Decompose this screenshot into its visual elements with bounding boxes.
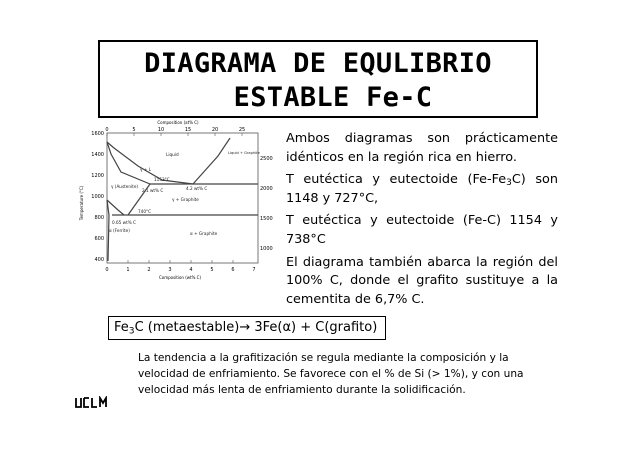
ferrite-label: α (Ferrite): [109, 228, 130, 233]
gamma-comp-label: 2.1 wt% C: [142, 188, 164, 193]
liquidus-graphite: [193, 138, 230, 184]
top-tick: 20: [211, 127, 219, 133]
left-tick: 1200: [91, 173, 104, 179]
left-tick: 1400: [91, 152, 104, 158]
right-tick: 2000: [260, 186, 273, 192]
paragraph-2: T eutéctica y eutectoide $(Fe-Fe_3C)$ son 1148 y 727°C,: [286, 172, 558, 206]
title-box: [98, 40, 538, 118]
phase-diagram: [78, 118, 278, 280]
paragraph-3: T eutéctica y eutectoide (Fe-C) 1154 y 738°C: [286, 213, 558, 247]
left-tick: 600: [94, 236, 104, 242]
top-axis-label: Composition (at% C): [157, 120, 199, 125]
alpha-graphite-label: α + Graphite: [190, 231, 218, 236]
explanation-text: [286, 130, 558, 313]
left-axis-label: Temperature (°C): [79, 185, 84, 221]
left-tick: 400: [94, 257, 104, 263]
right-tick: 1000: [260, 246, 273, 252]
left-tick: 1600: [91, 131, 104, 137]
austenite-label: γ (Austenite): [111, 184, 139, 189]
a3-line: [107, 200, 124, 215]
right-tick: 1500: [260, 216, 273, 222]
bottom-tick: 7: [252, 267, 256, 273]
gamma-graphite-label: γ + Graphite: [172, 197, 199, 202]
reaction-formula: $Fe_3C$ (metaestable)→ 3Fe(α) + C(grafito): [108, 316, 386, 340]
gamma-liquid-label: γ + L: [140, 167, 151, 172]
top-tick: 0: [105, 127, 109, 133]
bottom-tick: 3: [168, 267, 172, 273]
eutectoid-temp-label: 740°C: [138, 209, 152, 214]
paragraph-4: El diagrama también abarca la región del 100% C, donde el grafito sustituye a la cementita de 6,7% C.: [286, 254, 558, 307]
bottom-tick: 2: [147, 267, 151, 273]
liquidus-left: [107, 142, 193, 184]
top-tick: 25: [238, 127, 246, 133]
bottom-tick: 4: [189, 267, 193, 273]
bottom-tick: 5: [210, 267, 214, 273]
top-tick: 5: [132, 127, 136, 133]
bottom-tick: 1: [126, 267, 130, 273]
page-title-line-2: ESTABLE Fe-C: [233, 82, 433, 113]
graphitization-note: La tendencia a la grafitización se regula mediante la composición y la velocidad de enfriamiento. Se favorece con el % de Si (> 1%), y con una velocidad más lenta de enfriamiento durante la solidificación.: [138, 352, 524, 397]
alpha-comp-label: 0.65 wt% C: [112, 220, 136, 225]
eutectic-temp-label: 1153°C: [154, 177, 170, 182]
university-logo: [74, 396, 108, 410]
page-title-line-1: DIAGRAMA DE EQULIBRIO: [144, 48, 492, 79]
bottom-tick: 6: [231, 267, 235, 273]
paragraph-1: Ambos diagramas son prácticamente idénticos en la región rica en hierro.: [286, 131, 558, 165]
bottom-axis-label: Composition (wt% C): [158, 275, 202, 280]
eutectic-comp-label: 4.2 wt% C: [186, 186, 208, 191]
left-tick: 1000: [91, 194, 104, 200]
top-tick: 15: [184, 127, 192, 133]
right-tick: 2500: [260, 156, 273, 162]
top-tick: 10: [157, 127, 165, 133]
bottom-tick: 0: [105, 267, 109, 273]
liquid-label: Liquid: [166, 152, 179, 157]
liquid-graphite-label: Liquid + Graphite: [228, 151, 260, 155]
left-tick: 800: [94, 215, 104, 221]
